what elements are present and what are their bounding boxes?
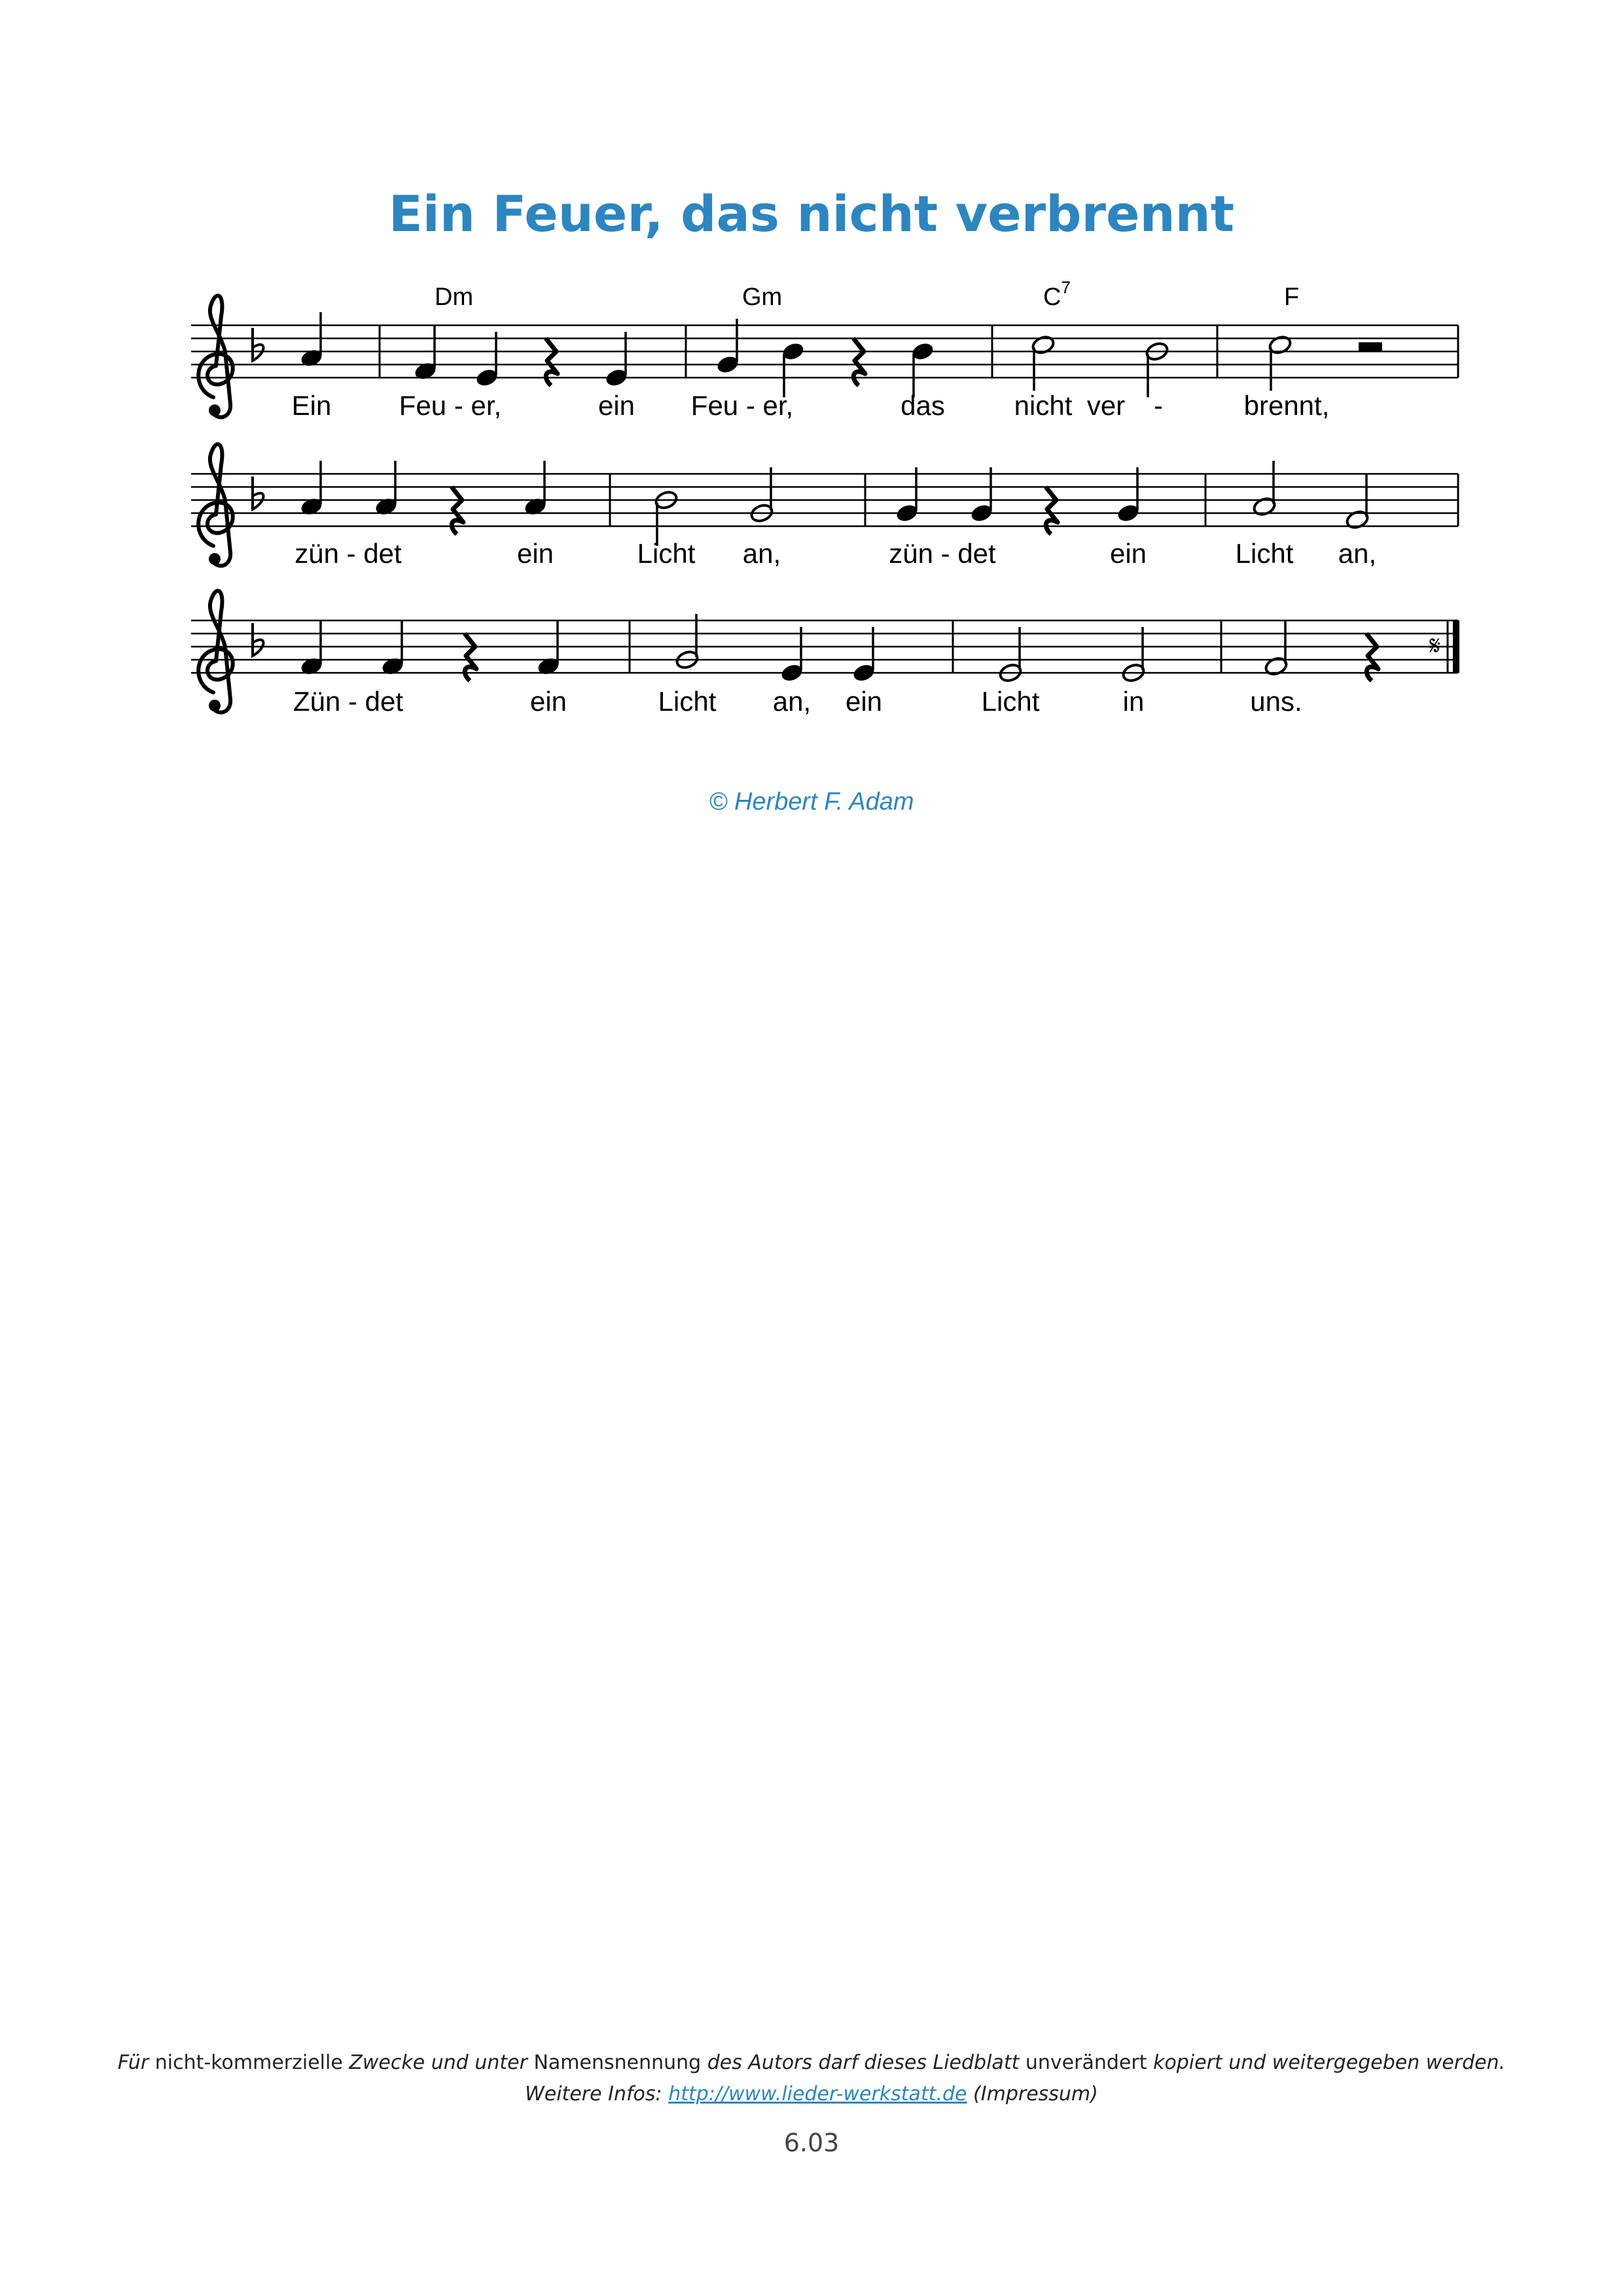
half-note [1268,334,1293,391]
lyric-syllable: ein [529,686,567,717]
lyric-syllable: Licht [1235,538,1294,569]
quarter-note [413,325,438,382]
half-note [1031,334,1056,391]
license-footer [0,2047,1623,2110]
quarter-note [604,332,629,388]
treble-clef-icon [198,591,233,713]
lyric-syllable: ein [516,538,554,569]
page-number: 6.03 [783,2128,840,2157]
treble-clef-icon [198,296,233,418]
lyric-syllable: Feu - er, [399,390,502,421]
quarter-note [299,461,324,517]
quarter-note [536,620,561,677]
license-fragment: kopiert und weitergegeben werden. [1147,2051,1506,2074]
chord-symbol: Dm [435,283,474,311]
lyric-syllable: Licht [658,686,717,717]
flat-sign-icon [253,623,264,656]
lyric-syllable: uns. [1250,686,1302,717]
half-note [1121,627,1146,683]
quarter-note [523,461,548,517]
treble-clef-dot [209,404,221,416]
lyric-syllable: Licht [981,686,1040,717]
lyric-syllable: an, [1338,538,1377,569]
lyric-syllable: Licht [637,538,696,569]
chord-symbol: $C^7$ [1043,278,1071,311]
quarter-note [474,332,499,388]
quarter-note [779,627,804,683]
treble-clef-dot [209,553,221,565]
lyric-syllable: ein [845,686,883,717]
lyric-syllable: an, [742,538,781,569]
chord-symbol: F [1284,283,1300,311]
half-rest-icon [1359,342,1382,351]
quarter-note [715,319,740,375]
quarter-note [851,627,876,683]
flat-sign-icon [253,328,264,361]
lyric-syllable: brennt, [1243,390,1330,421]
staff-system [191,296,1458,421]
quarter-note [299,312,324,368]
staff-system [191,444,1458,569]
lyric-syllable: nicht [1014,390,1073,421]
lyric-syllable: Ein [291,390,332,421]
treble-clef-icon [198,444,233,566]
half-note [998,627,1023,683]
music-score [0,0,1623,753]
lyric-syllable: ver [1086,390,1126,421]
half-note [1345,474,1370,530]
quarter-note [299,620,324,677]
website-link[interactable]: http://www.lieder-werkstatt.de [668,2083,967,2106]
info-suffix: (Impressum) [967,2083,1098,2106]
quarter-note [374,461,399,517]
treble-clef-dot [209,700,221,711]
half-note [1264,620,1289,677]
half-note [1145,341,1169,397]
quarter-note [380,620,405,677]
quarter-note [969,467,994,524]
license-text [0,2047,1623,2079]
lyric-syllable: in [1122,686,1145,717]
copyright-notice: © Herbert F. Adam [709,788,914,816]
lyric-syllable: zün - det [294,538,402,569]
license-emphasis: Namensnennung [533,2051,702,2074]
half-note [675,614,700,670]
info-prefix: Weitere Infos: [525,2083,669,2106]
license-fragment: Für [117,2051,155,2074]
half-note [1252,461,1277,517]
license-fragment: des Autors darf dieses Liedblatt [701,2051,1026,2074]
lyric-syllable: ein [597,390,635,421]
chord-symbol: Gm [742,283,783,311]
lyric-syllable: das [901,390,945,421]
lyric-syllable: Zün - det [293,686,404,717]
license-fragment: Zwecke und unter [342,2051,534,2074]
license-emphasis: nicht-kommerzielle [154,2051,343,2074]
lyric-syllable: - [1154,390,1163,421]
half-note [749,467,774,524]
song-title: Ein Feuer, das nicht verbrennt [388,185,1235,243]
quarter-note [1116,467,1141,524]
flat-sign-icon [253,476,264,509]
lyric-syllable: Feu - er, [690,390,794,421]
lyric-syllable: an, [772,686,812,717]
segno-icon: 𝄋 [1429,631,1441,661]
staff-system [191,591,1459,717]
lyric-syllable: zün - det [889,538,996,569]
license-emphasis: unverändert [1025,2051,1147,2074]
quarter-note [910,341,935,397]
quarter-note [781,341,806,397]
final-barline [1453,620,1459,673]
lyric-syllable: ein [1109,538,1147,569]
info-line [0,2079,1623,2110]
quarter-note [895,467,919,524]
